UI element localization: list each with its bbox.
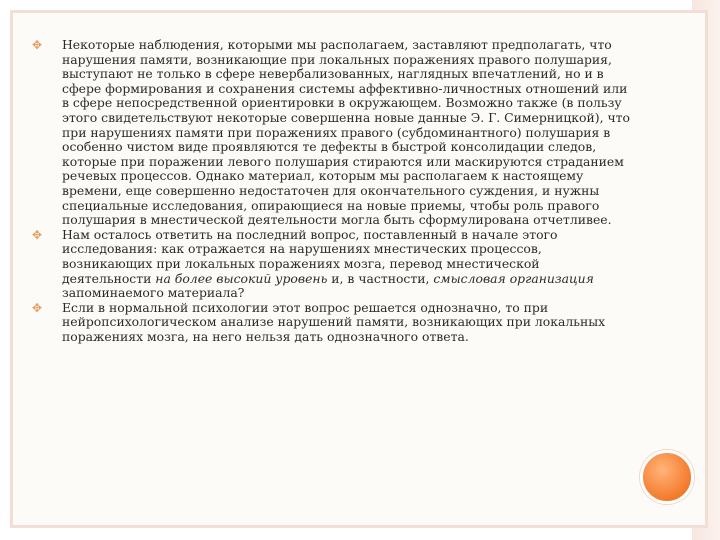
bullet-text [62, 228, 632, 301]
bullet-item [32, 38, 632, 228]
bullet-text: Некоторые наблюдения, которыми мы располагаем, заставляют предполагать, что нарушения памяти, возникающие при локальных поражениях правого полушария, выступают не только в сфере невербализованных, наглядных впечатлений, но и в сфере формирования и сохранения системы аффективно-личностных отношений или в сфере непосредственной ориентировки в окружающем. Возможно также (в пользу этого свидетельствуют некоторые совершенна новые данные Э. Г. Симерницкой), что при нарушениях памяти при поражениях правого (субдоминантного) полушария в особенно чистом виде проявляются те дефекты в быстрой консолидации следов, которые при поражении левого полушария стираются или маскируются страданием речевых процессов. Однако материал, которым мы располагаем к настоящему времени, еще совершенно недостаточен для окончательного суждения, и нужны специальные исследования, опирающиеся на новые приемы, чтобы роль правого полушария в мнестической деятельности могла быть сформулирована отчетливее. [62, 37, 630, 228]
bullet-item [32, 228, 632, 301]
italic-phrase: смысловая организация [433, 270, 594, 286]
text-part: и, в частности, [327, 270, 434, 286]
bullet-item [32, 301, 632, 345]
diamond-bullet-icon: ✥ [32, 38, 43, 52]
text-part: Нам осталось ответить на последний вопрос, поставленный в начале этого исследования: как отражается на нарушениях мнестических процессов, возникающих при локальных поражениях мозга, перевод мнестической деятельности [62, 226, 558, 286]
bullet-text: Если в нормальной психологии этот вопрос решается однозначно, то при нейропсихологическом анализе нарушений памяти, возникающих при локальных поражениях мозга, на него нельзя дать однозначного ответа. [62, 299, 606, 344]
diamond-bullet-icon: ✥ [32, 227, 43, 242]
italic-phrase: на более высокий уровень [155, 270, 328, 286]
text-part: запоминаемого материала? [62, 285, 245, 301]
slide-content [32, 38, 632, 344]
diamond-bullet-icon: ✥ [32, 300, 43, 315]
orange-circle-decoration [640, 450, 694, 504]
